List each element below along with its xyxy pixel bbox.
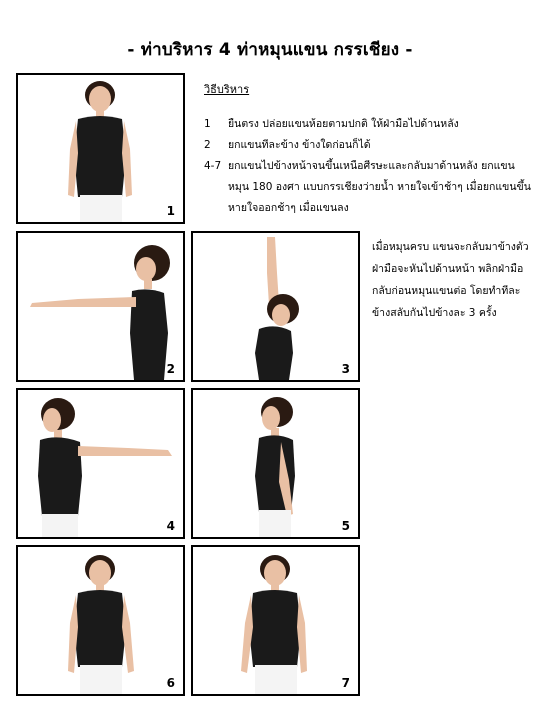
exercise-photo-6 xyxy=(16,545,185,696)
woman-front-arms-down-figure xyxy=(18,75,183,222)
photo-number: 7 xyxy=(341,676,350,690)
step-text: ยกแขนไปข้างหน้าจนขึ้นเหนือศีรษะและกลับมาด้านหลัง ยกแขนหมุน 180 องศา แบบกรรเชียงว่ายน้ำ หายใจเข้าช้าๆ เมื่อยกแขนขึ้น หายใจออกช้าๆ เมื่อแขนลง xyxy=(228,160,531,214)
exercise-photo-3 xyxy=(191,231,360,382)
photo-number: 6 xyxy=(166,676,175,690)
photo-number: 1 xyxy=(166,204,175,218)
exercise-photo-1 xyxy=(16,73,185,224)
step-number: 2 xyxy=(204,139,211,151)
woman-side-arm-forward-figure xyxy=(18,233,183,380)
photo-number: 2 xyxy=(166,362,175,376)
exercise-photo-5 xyxy=(191,388,360,539)
photo-number: 3 xyxy=(341,362,350,376)
woman-side-arm-down-figure xyxy=(193,390,358,537)
step-text: ยืนตรง ปล่อยแขนห้อยตามปกติ ให้ฝ่ามือไปด้านหลัง xyxy=(228,118,459,130)
exercise-photo-4 xyxy=(16,388,185,539)
rotation-note: เมื่อหมุนครบ แขนจะกลับมาข้างตัว ฝ่ามือจะหันไปด้านหน้า พลิกฝ่ามือกลับก่อนหมุนแขนต่อ โดยทำทีละข้างสลับกันไปข้างละ 3 ครั้ง xyxy=(372,241,529,319)
page-title: - ท่าบริหาร 4 ท่าหมุนแขน กรรเชียง - xyxy=(127,40,413,60)
woman-side-arm-back-figure xyxy=(18,390,183,537)
exercise-photo-2 xyxy=(16,231,185,382)
step-number: 4-7 xyxy=(204,160,222,172)
step-text: ยกแขนทีละข้าง ข้างใดก่อนก็ได้ xyxy=(228,139,371,151)
woman-side-arm-up-figure xyxy=(193,233,358,380)
step-number: 1 xyxy=(204,118,211,130)
woman-front-arms-down-figure xyxy=(18,547,183,694)
method-step xyxy=(204,156,534,219)
exercise-photo-7 xyxy=(191,545,360,696)
method-step xyxy=(204,135,534,156)
method-steps xyxy=(204,114,534,219)
woman-front-arms-down-figure xyxy=(193,547,358,694)
photo-number: 5 xyxy=(341,519,350,533)
method-heading: วิธีบริหาร xyxy=(204,83,250,96)
photo-number: 4 xyxy=(166,519,175,533)
method-step xyxy=(204,114,534,135)
